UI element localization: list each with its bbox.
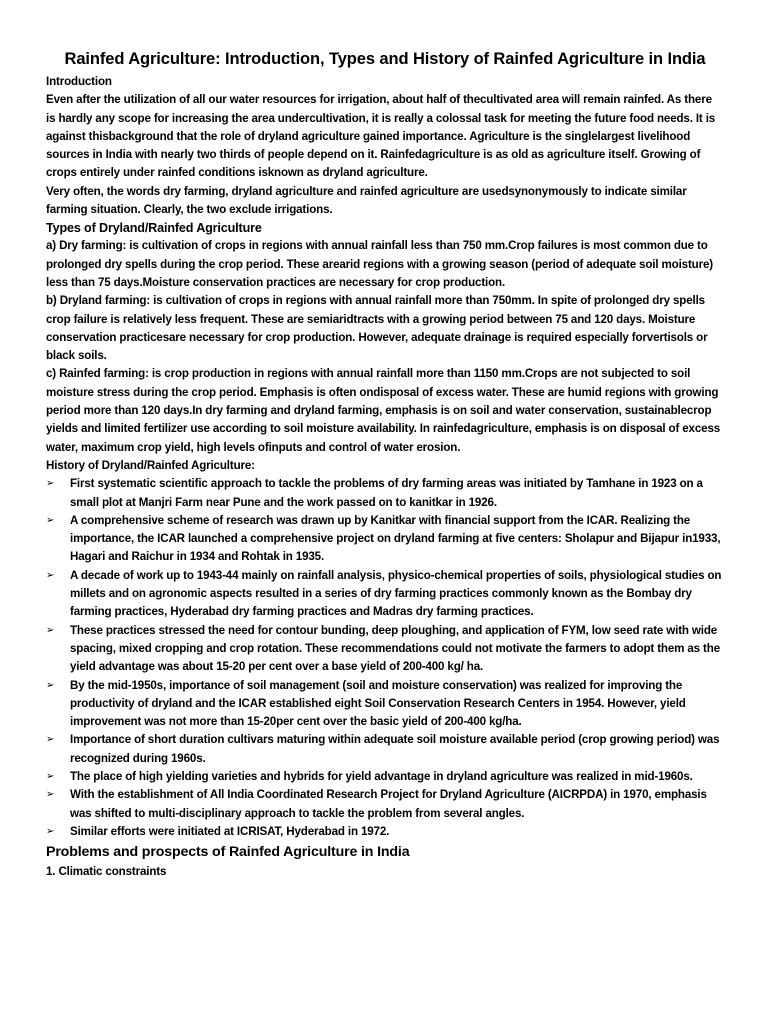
document-body bbox=[46, 73, 724, 881]
type-dry-farming: a) Dry farming: is cultivation of crops in regions with annual rainfall less than 750 mm.Crop failures is most common due to prolonged dry spells during the crop period. These arearid regions with a growing season (period of adequate soil moisture) less than 75 days.Moisture conservation practices are necessary for crop production. bbox=[46, 239, 713, 289]
problems-heading: Problems and prospects of Rainfed Agriculture in India bbox=[46, 844, 410, 861]
types-heading: Types of Dryland/Rainfed Agriculture bbox=[46, 221, 262, 236]
list-item: ➢ Similar efforts were initiated at ICRISAT, Hyderabad in 1972. bbox=[46, 823, 724, 841]
list-item: ➢ By the mid-1950s, importance of soil management (soil and moisture conservation) was realized for improving the productivity of dryland and the ICAR established eight Soil Conservation Research Centers in 1954. However, yield improvement was not more than 15-20per cent over the basic yield of 200-400 kg/ha. bbox=[46, 678, 686, 729]
arrow-bullet-icon: ➢ bbox=[46, 624, 55, 636]
list-item: ➢ These practices stressed the need for contour bunding, deep ploughing, and application of FYM, low seed rate with wide spacing, mixed cropping and crop rotation. These recommendations could not motivate the farmers to adopt them as the yield advantage was about 15-20 per cent over a base yield of 200-400 kg/ ha. bbox=[46, 623, 720, 674]
history-heading: History of Dryland/Rainfed Agriculture: bbox=[46, 458, 255, 472]
list-item: ➢ With the establishment of All India Coordinated Research Project for Dryland Agriculture (AICRPDA) in 1970, emphasis was shifted to multi-disciplinary approach to tackle the problem from several angles. bbox=[46, 788, 707, 820]
arrow-bullet-icon: ➢ bbox=[46, 679, 55, 691]
arrow-bullet-icon: ➢ bbox=[46, 478, 55, 490]
arrow-bullet-icon: ➢ bbox=[46, 569, 55, 581]
page-title: Rainfed Agriculture: Introduction, Types and History of Rainfed Agriculture in India bbox=[64, 50, 706, 68]
list-item: ➢ A comprehensive scheme of research was drawn up by Kanitkar with financial support from the ICAR. Realizing the importance, the ICAR launched a comprehensive project on dryland farming at five centers: Sholapur and Bijapur in1933, Hagari and Raichur in 1934 and Rohtak in 1935. bbox=[46, 513, 721, 564]
intro-paragraph-2: Very often, the words dry farming, dryland agriculture and rainfed agriculture are usedsynonymously to indicate similar farming situation. Clearly, the two exclude irrigations. bbox=[46, 184, 687, 217]
problems-subheading: 1. Climatic constraints bbox=[46, 865, 167, 879]
list-item: ➢ The place of high yielding varieties and hybrids for yield advantage in dryland agriculture was realized in mid-1960s. bbox=[46, 768, 724, 786]
list-item: ➢ A decade of work up to 1943-44 mainly on rainfall analysis, physico-chemical properties of soils, physiological studies on millets and on agronomic aspects resulted in a series of dry farming practices commonly known as the Bombay dry farming practices, Hyderabad dry farming practices and Madras dry farming practices. bbox=[46, 568, 722, 619]
intro-paragraph-1: Even after the utilization of all our water resources for irrigation, about half of thecultivated area will remain rainfed. As there is hardly any scope for increasing the area undercultivation, it is really a colossal task for meeting the future food needs. It is against thisbackground that the role of dryland agriculture gained importance. Agriculture is the singlelargest livelihood sources in India with nearly two thirds of people depend on it. Rainfedagriculture is as old as agriculture itself. Growing of crops entirely under rainfed conditions isknown as dryland agriculture. bbox=[46, 93, 716, 180]
intro-heading: Introduction bbox=[46, 75, 112, 88]
arrow-bullet-icon: ➢ bbox=[46, 734, 55, 746]
type-dryland-farming: b) Dryland farming: is cultivation of crops in regions with annual rainfall more than 750mm. In spite of prolonged dry spells crop failure is relatively less frequent. These are semiaridtracts with a growing period between 75 and 120 days. Moisture conservation practicesare necessary for crop production. However, adequate drainage is required especially forvertisols or black soils. bbox=[46, 294, 708, 363]
type-rainfed-farming: c) Rainfed farming: is crop production in regions with annual rainfall more than 1150 mm.Crops are not subjected to soil moisture stress during the crop period. Emphasis is often ondisposal of excess water. These are humid regions with growing period more than 120 days.In dry farming and dryland farming, emphasis is on soil and water conservation, sustainablecrop yields and limited fertilizer use according to soil moisture availability. In rainfedagriculture, emphasis is on disposal of excess water, maximum crop yield, high levels ofinputs and control of water erosion. bbox=[46, 367, 721, 454]
arrow-bullet-icon: ➢ bbox=[46, 789, 55, 801]
arrow-bullet-icon: ➢ bbox=[46, 514, 55, 526]
arrow-bullet-icon: ➢ bbox=[46, 770, 55, 782]
list-item: ➢ Importance of short duration cultivars maturing within adequate soil moisture available period (crop growing period) was recognized during 1960s. bbox=[46, 733, 720, 765]
arrow-bullet-icon: ➢ bbox=[46, 825, 55, 837]
list-item: ➢ First systematic scientific approach to tackle the problems of dry farming areas was initiated by Tamhane in 1923 on a small plot at Manjri Farm near Pune and the work passed on to kanitkar in 1926. bbox=[46, 477, 703, 509]
history-list bbox=[46, 475, 724, 841]
